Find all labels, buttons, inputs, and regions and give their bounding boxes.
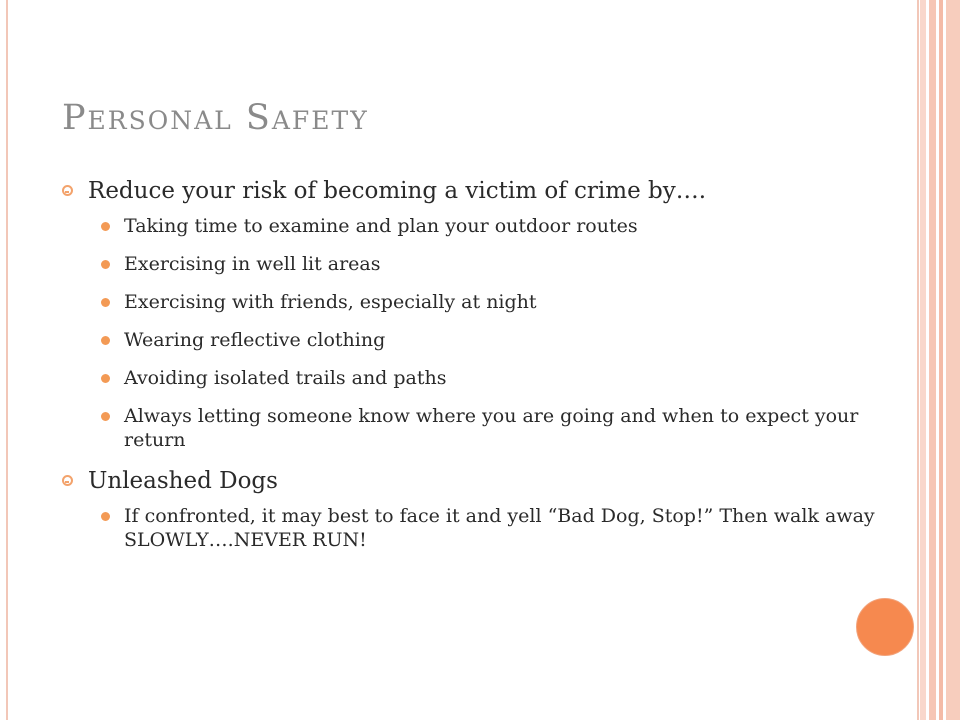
dot-bullet-icon — [101, 374, 110, 383]
slide-content — [62, 176, 892, 566]
bullet-list — [62, 504, 892, 552]
list-item: Taking time to examine and plan your outdoor routes — [62, 214, 892, 238]
bullet-list — [62, 214, 892, 452]
dot-bullet-icon — [101, 512, 110, 521]
dot-bullet-icon — [101, 222, 110, 231]
list-item: Exercising with friends, especially at night — [62, 290, 892, 314]
list-item: Exercising in well lit areas — [62, 252, 892, 276]
decorative-stripes — [920, 0, 960, 720]
slide-title: Personal Safety — [62, 98, 369, 138]
ring-bullet-icon — [62, 185, 73, 196]
ring-bullet-icon — [62, 475, 73, 486]
section-heading: Unleashed Dogs — [62, 466, 892, 496]
section-heading: Reduce your risk of becoming a victim of crime by…. — [62, 176, 892, 206]
slide-frame-right — [917, 0, 919, 720]
list-item: If confronted, it may best to face it and yell “Bad Dog, Stop!” Then walk away SLOWLY….NEVER RUN! — [62, 504, 892, 552]
dot-bullet-icon — [101, 260, 110, 269]
list-item: Always letting someone know where you are going and when to expect your return — [62, 404, 892, 452]
dot-bullet-icon — [101, 298, 110, 307]
dot-bullet-icon — [101, 412, 110, 421]
decorative-circle — [856, 598, 914, 656]
slide-frame-left — [6, 0, 8, 720]
dot-bullet-icon — [101, 336, 110, 345]
list-item: Avoiding isolated trails and paths — [62, 366, 892, 390]
list-item: Wearing reflective clothing — [62, 328, 892, 352]
